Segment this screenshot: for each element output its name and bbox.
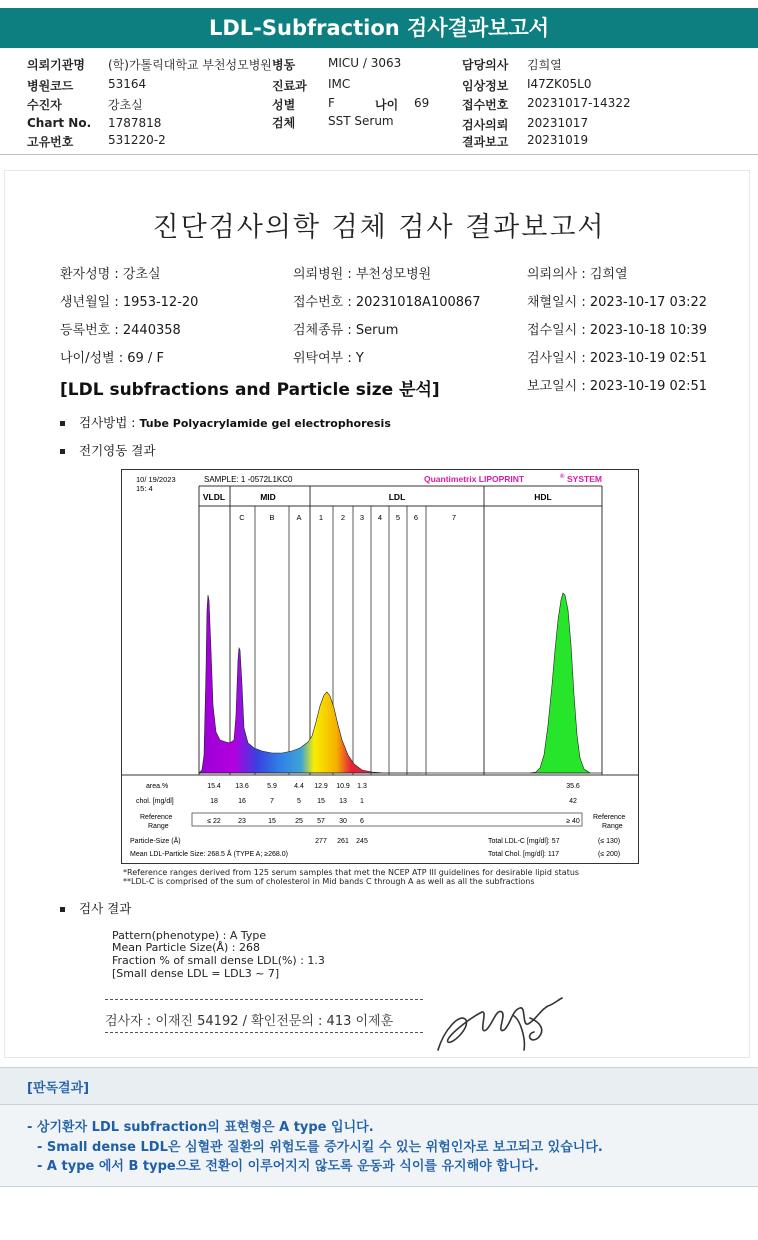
- header-label: 수진자: [27, 98, 62, 112]
- band-label: B: [269, 513, 275, 522]
- collection-time: 채혈일시 : 2023-10-17 03:22: [527, 295, 708, 310]
- bullet-icon: [60, 907, 65, 912]
- lipoprint-chart-svg: [122, 470, 638, 863]
- total-ldl-c: Total LDL-C [mg/dl]: 57: [488, 838, 560, 845]
- header-label: 검체: [272, 116, 296, 130]
- row-label-ref-2: Range: [148, 823, 169, 830]
- chol-value: 7: [270, 798, 274, 805]
- registration-number: 등록번호 : 2440358: [60, 323, 181, 338]
- header-label: 고유번호: [27, 135, 74, 149]
- band-label: A: [296, 513, 302, 522]
- footnote-ldl-c: **LDL-C is comprised of the sum of cholesterol in Mid bands C through A as well as all the subfractions: [123, 877, 535, 886]
- report-title-banner: LDL-Subfraction 검사결과보고서: [0, 8, 758, 48]
- group-label-hdl: HDL: [534, 492, 552, 502]
- chart-brand-suffix: SYSTEM: [567, 474, 602, 484]
- header-value: F: [328, 96, 335, 110]
- header-label: 임상정보: [462, 79, 509, 93]
- electrophoresis-bullet: [60, 441, 155, 459]
- bullet-icon: [60, 449, 65, 454]
- header-label: 의뢰기관명: [27, 58, 85, 72]
- group-label-vldl: VLDL: [202, 492, 226, 502]
- header-value: SST Serum: [328, 114, 394, 128]
- method-label: 검사방법 :: [79, 415, 136, 430]
- row-label-ref-1: Reference: [140, 814, 173, 821]
- reference-range-value: 25: [295, 818, 303, 825]
- hdl-peak-curve: [530, 593, 590, 773]
- signature-rule-bottom: [105, 1032, 423, 1033]
- reference-range-value: 57: [317, 818, 325, 825]
- reference-range-value: 23: [238, 818, 246, 825]
- band-label: 6: [413, 513, 419, 522]
- method-value: Tube Polyacrylamide gel electrophoresis: [139, 417, 391, 430]
- chol-value: 15: [317, 798, 325, 805]
- total-chol-ref: (≤ 200): [598, 851, 621, 858]
- judgement-line: - Small dense LDL은 심혈관 질환의 위험도를 증가시킬 수 있는 위험인자로 보고되고 있습니다.: [37, 1140, 603, 1155]
- header-value: 1787818: [108, 116, 162, 130]
- electrophoresis-label: 전기영동 결과: [79, 443, 156, 458]
- band-label: 3: [359, 513, 365, 522]
- header-label: 담당의사: [462, 58, 509, 72]
- judgement-title: [판독결과]: [27, 1081, 90, 1096]
- area-pct-value: 5.9: [267, 783, 277, 790]
- chart-date: 10/ 19/2023: [136, 475, 176, 484]
- chart-sample: SAMPLE: 1 -0572L1KC0: [204, 475, 293, 484]
- band-label: C: [239, 513, 245, 522]
- header-value: IMC: [328, 77, 351, 91]
- patient-name: 환자성명 : 강초실: [60, 267, 161, 282]
- registered-icon: ®: [560, 474, 565, 480]
- header-value: 53164: [108, 77, 147, 91]
- area-pct-value: 4.4: [294, 783, 304, 790]
- specimen-type: 검체종류 : Serum: [293, 323, 399, 338]
- area-pct-value: 35.6: [566, 783, 580, 790]
- header-divider: [0, 154, 758, 155]
- signature-image: [430, 990, 570, 1060]
- header-label: 결과보고: [462, 135, 509, 149]
- result-mean-size: Mean Particle Size(Å) : 268: [112, 941, 260, 954]
- header-label: 나이: [375, 98, 399, 112]
- particle-size-row: [315, 838, 368, 845]
- bullet-icon: [60, 421, 65, 426]
- reference-range-value: ≤ 22: [207, 818, 221, 825]
- header-value: 20231019: [527, 133, 589, 147]
- data-table: [130, 783, 625, 858]
- result-bullet: [60, 899, 131, 917]
- header-value: 20231017: [527, 116, 589, 130]
- chart-brand: Quantimetrix LIPOPRINT: [424, 474, 525, 484]
- row-label-area: area.%: [146, 783, 169, 790]
- band-label: 7: [451, 513, 457, 522]
- report-time: 보고일시 : 2023-10-19 02:51: [527, 379, 708, 394]
- chol-value: 18: [210, 798, 218, 805]
- total-chol: Total Chol. [mg/dl]: 117: [488, 851, 560, 858]
- signer-line: 검사자 : 이재진 54192 / 확인전문의 : 413 이제훈: [105, 1014, 394, 1029]
- header-label: Chart No.: [27, 116, 92, 130]
- birth-date: 생년월일 : 1953-12-20: [60, 295, 199, 310]
- chol-value: 13: [339, 798, 347, 805]
- header-label: 병동: [272, 58, 296, 72]
- band-label: 5: [395, 513, 401, 522]
- header-label: 검사의뢰: [462, 118, 509, 132]
- judgement-header: [0, 1067, 758, 1105]
- signature-rule-top: [105, 999, 423, 1000]
- area-pct-value: 10.9: [336, 783, 350, 790]
- particle-size-value: 245: [356, 838, 368, 845]
- header-value: MICU / 3063: [328, 56, 402, 70]
- reference-range-value: 6: [360, 818, 364, 825]
- outsourced-flag: 위탁여부 : Y: [293, 351, 364, 366]
- header-label: 진료과: [272, 79, 307, 93]
- document-title: 진단검사의학 검체 검사 결과보고서: [152, 212, 606, 243]
- header-value: 김희열: [527, 58, 562, 72]
- ref-row: [207, 818, 580, 825]
- particle-size-value: 261: [337, 838, 349, 845]
- chol-value: 5: [297, 798, 301, 805]
- requesting-doctor: 의뢰의사 : 김희열: [527, 267, 628, 282]
- row-label-ref-right-1: Reference: [593, 814, 626, 821]
- header-label: 성별: [272, 98, 296, 112]
- test-time: 검사일시 : 2023-10-19 02:51: [527, 351, 708, 366]
- area-row: [207, 783, 580, 790]
- mean-particle-size: Mean LDL-Particle Size: 268.5 Å (TYPE A; ≥268.0): [130, 851, 288, 858]
- area-pct-value: 15.4: [207, 783, 221, 790]
- reference-range-value: 30: [339, 818, 347, 825]
- area-pct-value: 1.3: [357, 783, 367, 790]
- band-label: 2: [340, 513, 346, 522]
- analysis-section-title: [LDL subfractions and Particle size 분석]: [60, 380, 440, 400]
- judgement-line: - 상기환자 LDL subfraction의 표현형은 A type 입니다.: [27, 1120, 374, 1135]
- header-value: 강초실: [108, 98, 143, 112]
- chol-value: 1: [360, 798, 364, 805]
- result-small-dense-fraction: Fraction % of small dense LDL(%) : 1.3: [112, 954, 325, 967]
- chol-value: 16: [238, 798, 246, 805]
- reference-range-value: 15: [268, 818, 276, 825]
- result-label: 검사 결과: [79, 901, 132, 916]
- judgement-line: - A type 에서 B type으로 전환이 이루어지지 않도록 운동과 식이를 유지해야 합니다.: [37, 1159, 539, 1174]
- method-bullet: [60, 413, 391, 431]
- row-label-particle-size: Particle-Size (Å): [130, 838, 181, 845]
- receipt-number: 접수번호 : 20231018A100867: [293, 295, 481, 310]
- header-value: (학)가톨릭대학교 부천성모병원: [108, 58, 272, 72]
- band-label: 4: [377, 513, 383, 522]
- result-pattern: Pattern(phenotype) : A Type: [112, 929, 267, 942]
- header-value: 69: [414, 96, 430, 110]
- particle-size-value: 277: [315, 838, 327, 845]
- requesting-hospital: 의뢰병원 : 부천성모병원: [293, 267, 432, 282]
- lipoprint-chart: [121, 469, 639, 864]
- chol-value: 42: [569, 798, 577, 805]
- reference-range-box: [192, 813, 582, 826]
- area-pct-value: 12.9: [314, 783, 328, 790]
- group-label-ldl: LDL: [388, 492, 406, 502]
- row-label-ref-right-2: Range: [602, 823, 623, 830]
- header-label: 접수번호: [462, 98, 509, 112]
- row-label-chol: chol. [mg/dl]: [136, 798, 174, 805]
- header-value: 531220-2: [108, 133, 166, 147]
- total-ldl-c-ref: (≤ 130): [598, 838, 621, 845]
- received-time: 접수일시 : 2023-10-18 10:39: [527, 323, 708, 338]
- footnote-reference: *Reference ranges derived from 125 serum samples that met the NCEP ATP III guidelines for desirable lipid status: [123, 868, 580, 877]
- reference-range-value: ≥ 40: [566, 818, 580, 825]
- area-pct-value: 13.6: [235, 783, 249, 790]
- header-value: I47ZK05L0: [527, 77, 592, 91]
- chart-time: 15: 4: [136, 484, 153, 493]
- group-label-mid: MID: [260, 492, 276, 502]
- chol-row: [210, 798, 577, 805]
- age-sex: 나이/성별 : 69 / F: [60, 351, 164, 366]
- header-value: 20231017-14322: [527, 96, 631, 110]
- header-label: 병원코드: [27, 79, 74, 93]
- result-small-dense-definition: [Small dense LDL = LDL3 ~ 7]: [112, 967, 280, 980]
- band-label: 1: [318, 513, 324, 522]
